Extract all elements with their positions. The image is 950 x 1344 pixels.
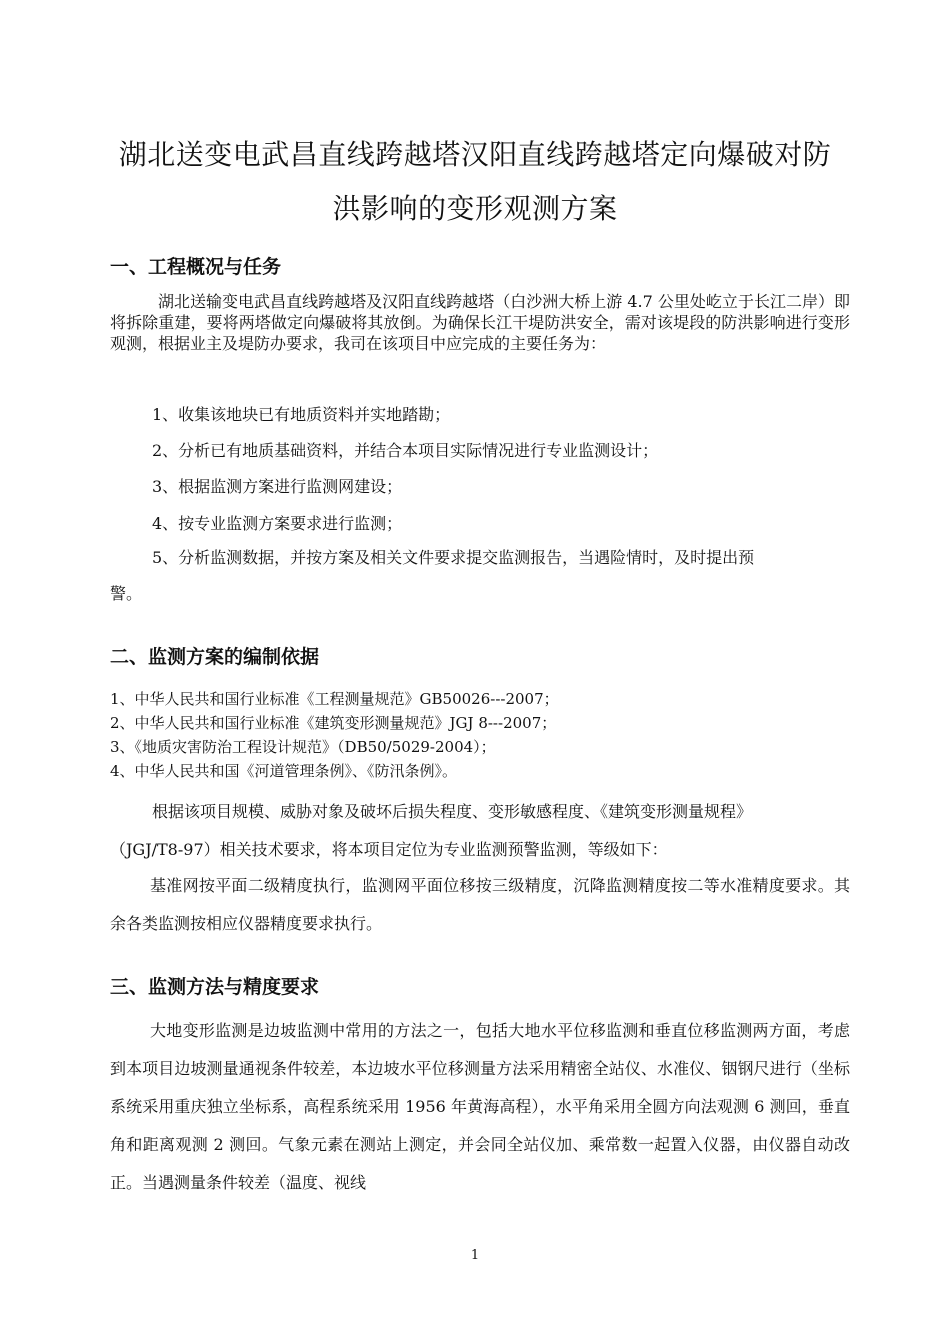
reference-item: 3、《地质灾害防治工程设计规范》（DB50/5029-2004）； [110,738,496,756]
task-item-continuation: 警。 [110,584,143,603]
title-line-2: 洪影响的变形观测方案 [332,192,618,225]
basis-paragraph-line-1: 根据该项目规模、威胁对象及破坏后损失程度、变形敏感程度、《建筑变形测量规程》 [152,802,753,821]
accuracy-paragraph: 基准网按平面二级精度执行，监测网平面位移按三级精度，沉降监测精度按二等水准精度要求。其余各类监测按相应仪器精度要求执行。 [110,876,850,933]
method-paragraph: 大地变形监测是边坡监测中常用的方法之一，包括大地水平位移监测和垂直位移监测两方面，考虑到本项目边坡测量通视条件较差，本边坡水平位移测量方法采用精密全站仪、水准仪、铟钢尺进行（坐标系统采用重庆独立坐标系，高程系统采用 1956 年黄海高程），水平角采用全圆方向法观测 6 测回，垂直角和距离观测 2 测回。气象元素在测站上测定，并会同全站仪加、乘常数一起置入仪器，由仪器自动改正。当遇测量条件较差（温度、视线 [110,1021,850,1192]
task-item: 5、分析监测数据，并按方案及相关文件要求提交监测报告，当遇险情时，及时提出预 [152,548,755,567]
section-1-heading: 一、工程概况与任务 [110,256,282,278]
section-1-intro: 湖北送输变电武昌直线跨越塔及汉阳直线跨越塔（白沙洲大桥上游 4.7 公里处屹立于长江二岸）即将拆除重建，要将两塔做定向爆破将其放倒。为确保长江干堤防洪安全，需对该堤段的防洪影响进行变形观测，根据业主及堤防办要求，我司在该项目中应完成的主要任务为： [110,292,850,353]
task-item: 1、收集该地块已有地质资料并实地踏勘； [152,405,451,424]
section-3-heading: 三、监测方法与精度要求 [110,976,320,998]
page-number: 1 [470,1248,480,1263]
reference-item: 2、中华人民共和国行业标准《建筑变形测量规范》JGJ 8---2007； [110,714,557,732]
task-item: 3、根据监测方案进行监测网建设； [152,477,403,496]
title-line-1: 湖北送变电武昌直线跨越塔汉阳直线跨越塔定向爆破对防 [118,138,832,171]
reference-item: 4、中华人民共和国《河道管理条例》、《防汛条例》。 [110,762,458,780]
section-2-heading: 二、监测方案的编制依据 [110,646,320,668]
document-title [95,128,855,236]
reference-item: 1、中华人民共和国行业标准《工程测量规范》GB50026---2007； [110,690,559,708]
task-item: 4、按专业监测方案要求进行监测； [152,514,403,533]
basis-paragraph-line-2: （JGJ/T8-97）相关技术要求，将本项目定位为专业监测预警监测，等级如下： [110,840,668,859]
task-item: 2、分析已有地质基础资料，并结合本项目实际情况进行专业监测设计； [152,441,659,460]
